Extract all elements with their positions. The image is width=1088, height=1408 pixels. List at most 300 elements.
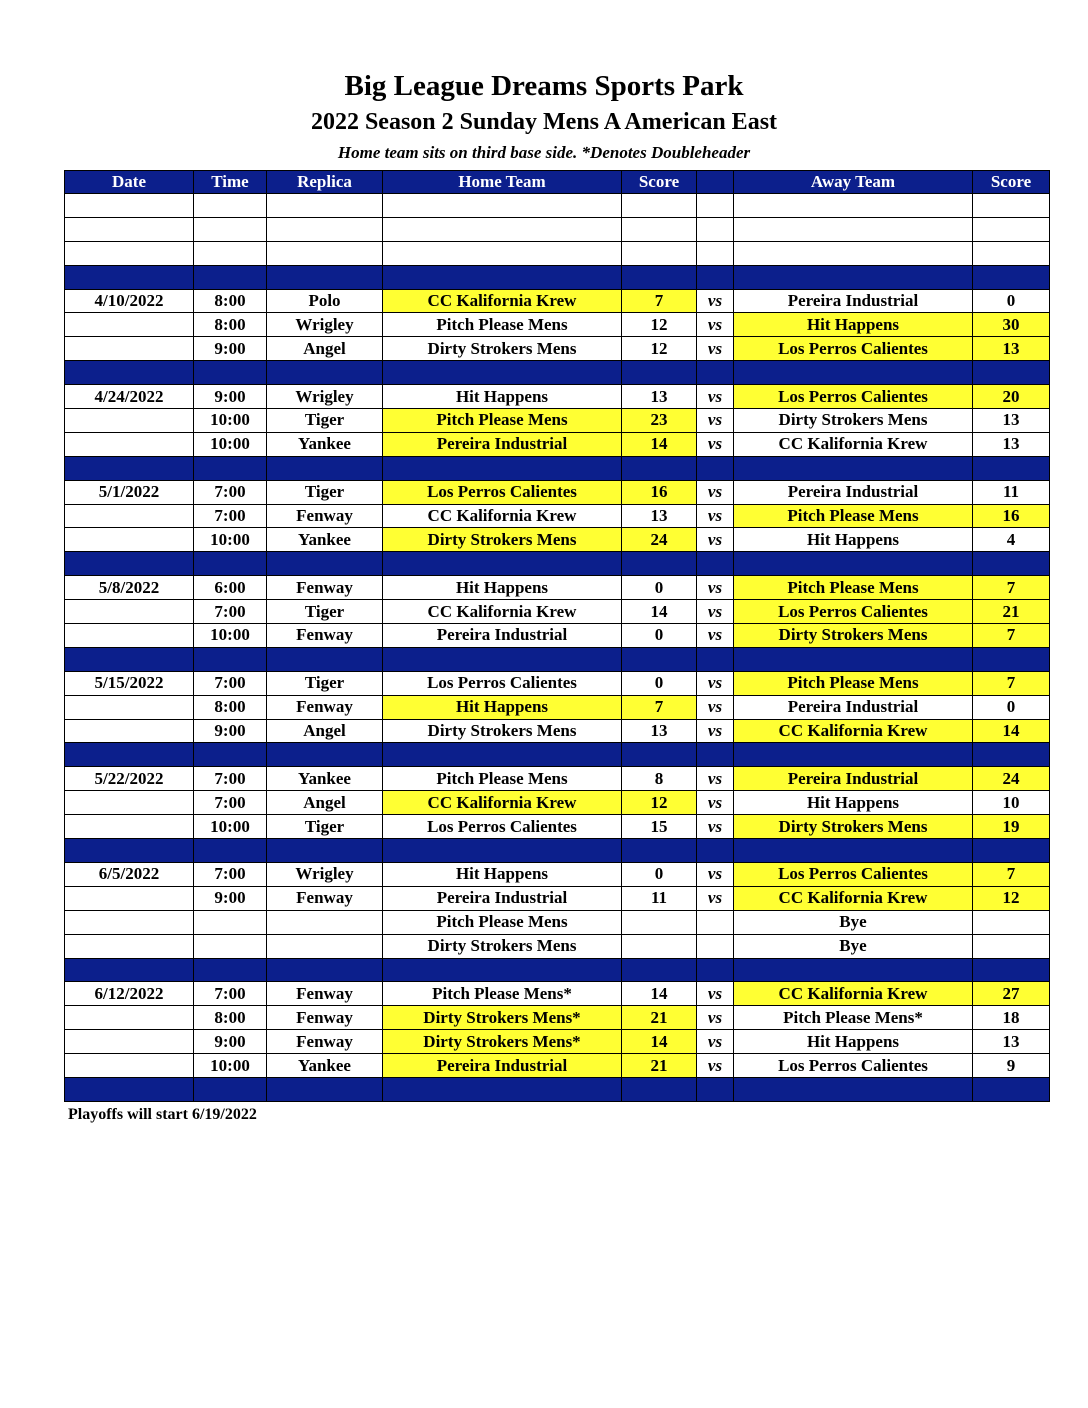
home-team-cell: Pitch Please Mens [383, 910, 622, 934]
home-score-cell [622, 743, 697, 767]
date-cell [65, 217, 194, 241]
time-cell: 10:00 [194, 624, 267, 648]
home-score-cell [622, 647, 697, 671]
vs-cell: vs [697, 576, 734, 600]
date-cell: 5/15/2022 [65, 671, 194, 695]
home-team-cell: CC Kalifornia Krew [383, 289, 622, 313]
away-score-cell: 7 [973, 576, 1050, 600]
away-score-cell [973, 910, 1050, 934]
game-row [65, 1006, 1050, 1030]
game-row [65, 671, 1050, 695]
date-cell [65, 361, 194, 385]
date-cell [65, 791, 194, 815]
blank-row [65, 217, 1050, 241]
away-score-cell [973, 194, 1050, 218]
replica-cell [267, 552, 383, 576]
schedule-body [65, 194, 1050, 1102]
home-team-cell: Pereira Industrial [383, 624, 622, 648]
home-team-cell: CC Kalifornia Krew [383, 504, 622, 528]
date-cell [65, 1030, 194, 1054]
date-cell [65, 743, 194, 767]
home-score-cell [622, 910, 697, 934]
replica-cell [267, 958, 383, 982]
date-cell: 5/22/2022 [65, 767, 194, 791]
col-home-score-header: Score [622, 171, 697, 194]
replica-cell: Tiger [267, 815, 383, 839]
replica-cell: Angel [267, 719, 383, 743]
away-team-cell [734, 241, 973, 265]
time-cell: 6:00 [194, 576, 267, 600]
time-cell: 10:00 [194, 1054, 267, 1078]
home-score-cell: 13 [622, 385, 697, 409]
game-row [65, 767, 1050, 791]
away-score-cell: 30 [973, 313, 1050, 337]
date-cell [65, 432, 194, 456]
time-cell: 7:00 [194, 862, 267, 886]
replica-cell [267, 194, 383, 218]
date-cell [65, 719, 194, 743]
time-cell: 8:00 [194, 289, 267, 313]
replica-cell: Fenway [267, 695, 383, 719]
date-cell [65, 409, 194, 433]
vs-cell [697, 839, 734, 863]
replica-cell: Yankee [267, 1054, 383, 1078]
vs-cell: vs [697, 982, 734, 1006]
away-score-cell [973, 241, 1050, 265]
replica-cell: Fenway [267, 1006, 383, 1030]
home-team-cell [383, 1077, 622, 1101]
away-team-cell: Los Perros Calientes [734, 1054, 973, 1078]
time-cell: 7:00 [194, 767, 267, 791]
date-cell [65, 839, 194, 863]
vs-cell: vs [697, 671, 734, 695]
home-score-cell: 12 [622, 337, 697, 361]
time-cell: 7:00 [194, 480, 267, 504]
separator-row [65, 456, 1050, 480]
time-cell: 9:00 [194, 719, 267, 743]
replica-cell [267, 910, 383, 934]
home-team-cell: Los Perros Calientes [383, 671, 622, 695]
date-cell [65, 194, 194, 218]
time-cell: 9:00 [194, 886, 267, 910]
home-score-cell: 13 [622, 719, 697, 743]
away-team-cell: Pitch Please Mens [734, 504, 973, 528]
home-team-cell: Pitch Please Mens [383, 313, 622, 337]
home-team-cell: Pereira Industrial [383, 886, 622, 910]
home-score-cell: 14 [622, 600, 697, 624]
game-row [65, 528, 1050, 552]
away-score-cell: 11 [973, 480, 1050, 504]
home-score-cell [622, 194, 697, 218]
away-score-cell: 13 [973, 432, 1050, 456]
away-team-cell: Dirty Strokers Mens [734, 624, 973, 648]
home-team-cell: Hit Happens [383, 385, 622, 409]
home-team-cell: Pereira Industrial [383, 1054, 622, 1078]
time-cell: 9:00 [194, 337, 267, 361]
replica-cell: Fenway [267, 886, 383, 910]
time-cell: 10:00 [194, 409, 267, 433]
home-score-cell [622, 241, 697, 265]
game-row [65, 504, 1050, 528]
vs-cell [697, 910, 734, 934]
home-score-cell: 21 [622, 1054, 697, 1078]
time-cell: 9:00 [194, 385, 267, 409]
away-team-cell [734, 456, 973, 480]
home-team-cell: Dirty Strokers Mens [383, 528, 622, 552]
away-score-cell [973, 1077, 1050, 1101]
time-cell [194, 241, 267, 265]
time-cell [194, 743, 267, 767]
away-score-cell [973, 361, 1050, 385]
away-score-cell: 13 [973, 1030, 1050, 1054]
home-score-cell [622, 934, 697, 958]
home-score-cell [622, 958, 697, 982]
away-score-cell: 16 [973, 504, 1050, 528]
time-cell: 8:00 [194, 313, 267, 337]
home-team-cell: Hit Happens [383, 695, 622, 719]
separator-row [65, 1077, 1050, 1101]
date-cell: 4/10/2022 [65, 289, 194, 313]
vs-cell [697, 217, 734, 241]
vs-cell: vs [697, 313, 734, 337]
home-score-cell: 0 [622, 576, 697, 600]
game-row [65, 432, 1050, 456]
time-cell [194, 361, 267, 385]
away-team-cell [734, 361, 973, 385]
replica-cell: Tiger [267, 409, 383, 433]
time-cell [194, 934, 267, 958]
away-score-cell [973, 958, 1050, 982]
date-cell [65, 1077, 194, 1101]
home-team-cell: Los Perros Calientes [383, 480, 622, 504]
away-score-cell: 27 [973, 982, 1050, 1006]
time-cell [194, 1077, 267, 1101]
replica-cell: Wrigley [267, 385, 383, 409]
date-cell [65, 241, 194, 265]
away-score-cell: 13 [973, 337, 1050, 361]
home-score-cell [622, 552, 697, 576]
vs-cell: vs [697, 337, 734, 361]
separator-row [65, 647, 1050, 671]
blank-row [65, 194, 1050, 218]
time-cell [194, 910, 267, 934]
vs-cell: vs [697, 624, 734, 648]
date-cell [65, 528, 194, 552]
replica-cell: Yankee [267, 432, 383, 456]
replica-cell [267, 241, 383, 265]
vs-cell [697, 456, 734, 480]
home-team-cell: Pereira Industrial [383, 432, 622, 456]
away-team-cell: Pereira Industrial [734, 289, 973, 313]
away-team-cell: Los Perros Calientes [734, 862, 973, 886]
vs-cell [697, 552, 734, 576]
home-team-cell: Dirty Strokers Mens* [383, 1030, 622, 1054]
replica-cell: Angel [267, 791, 383, 815]
blank-row [65, 241, 1050, 265]
vs-cell: vs [697, 480, 734, 504]
replica-cell: Tiger [267, 671, 383, 695]
time-cell: 10:00 [194, 432, 267, 456]
game-row [65, 624, 1050, 648]
game-row [65, 982, 1050, 1006]
home-score-cell: 21 [622, 1006, 697, 1030]
away-score-cell: 7 [973, 671, 1050, 695]
home-team-cell [383, 552, 622, 576]
date-cell: 6/12/2022 [65, 982, 194, 1006]
vs-cell: vs [697, 1030, 734, 1054]
separator-row [65, 361, 1050, 385]
away-score-cell: 4 [973, 528, 1050, 552]
date-cell [65, 815, 194, 839]
away-team-cell: CC Kalifornia Krew [734, 432, 973, 456]
date-cell [65, 958, 194, 982]
replica-cell [267, 647, 383, 671]
away-team-cell: Los Perros Calientes [734, 385, 973, 409]
vs-cell: vs [697, 815, 734, 839]
time-cell: 7:00 [194, 791, 267, 815]
away-score-cell: 9 [973, 1054, 1050, 1078]
home-score-cell [622, 361, 697, 385]
replica-cell [267, 1077, 383, 1101]
schedule-note: Home team sits on third base side. *Denotes Doubleheader [337, 143, 751, 162]
col-away-team-header: Away Team [734, 171, 973, 194]
replica-cell: Fenway [267, 576, 383, 600]
vs-cell [697, 241, 734, 265]
away-score-cell [973, 456, 1050, 480]
home-team-cell: CC Kalifornia Krew [383, 791, 622, 815]
home-score-cell: 0 [622, 624, 697, 648]
game-row [65, 815, 1050, 839]
game-row [65, 910, 1050, 934]
away-team-cell: Pitch Please Mens* [734, 1006, 973, 1030]
replica-cell: Tiger [267, 600, 383, 624]
date-cell [65, 695, 194, 719]
date-cell [65, 934, 194, 958]
home-score-cell: 11 [622, 886, 697, 910]
away-team-cell: Hit Happens [734, 1030, 973, 1054]
home-score-cell: 14 [622, 1030, 697, 1054]
vs-cell [697, 743, 734, 767]
home-score-cell [622, 839, 697, 863]
home-score-cell: 14 [622, 432, 697, 456]
time-cell [194, 456, 267, 480]
away-team-cell [734, 265, 973, 289]
date-cell [65, 456, 194, 480]
away-team-cell: Pereira Industrial [734, 767, 973, 791]
game-row [65, 791, 1050, 815]
replica-cell: Tiger [267, 480, 383, 504]
date-cell [65, 910, 194, 934]
date-cell [65, 313, 194, 337]
vs-cell: vs [697, 886, 734, 910]
time-cell: 8:00 [194, 695, 267, 719]
col-replica-header: Replica [267, 171, 383, 194]
game-row [65, 337, 1050, 361]
away-score-cell [973, 839, 1050, 863]
page-title: Big League Dreams Sports Park [344, 70, 744, 102]
home-team-cell: Dirty Strokers Mens* [383, 1006, 622, 1030]
away-team-cell [734, 552, 973, 576]
col-time-header: Time [194, 171, 267, 194]
separator-row [65, 958, 1050, 982]
separator-row [65, 265, 1050, 289]
home-team-cell: Pitch Please Mens [383, 409, 622, 433]
col-home-team-header: Home Team [383, 171, 622, 194]
home-score-cell: 23 [622, 409, 697, 433]
home-score-cell: 24 [622, 528, 697, 552]
game-row [65, 385, 1050, 409]
date-cell: 4/24/2022 [65, 385, 194, 409]
home-score-cell: 16 [622, 480, 697, 504]
away-team-cell: Bye [734, 934, 973, 958]
page-subtitle: 2022 Season 2 Sunday Mens A American East [310, 109, 778, 135]
away-team-cell [734, 958, 973, 982]
replica-cell [267, 456, 383, 480]
game-row [65, 886, 1050, 910]
date-cell [65, 886, 194, 910]
home-team-cell [383, 456, 622, 480]
date-cell: 5/8/2022 [65, 576, 194, 600]
vs-cell: vs [697, 289, 734, 313]
date-cell [65, 600, 194, 624]
away-team-cell: Hit Happens [734, 791, 973, 815]
schedule-table [64, 170, 1050, 1102]
home-score-cell: 0 [622, 671, 697, 695]
home-team-cell [383, 958, 622, 982]
time-cell [194, 552, 267, 576]
home-team-cell: Pitch Please Mens [383, 767, 622, 791]
home-team-cell: Dirty Strokers Mens [383, 337, 622, 361]
home-team-cell: Dirty Strokers Mens [383, 719, 622, 743]
replica-cell: Yankee [267, 767, 383, 791]
home-team-cell: Hit Happens [383, 576, 622, 600]
away-score-cell: 21 [973, 600, 1050, 624]
vs-cell: vs [697, 862, 734, 886]
time-cell: 9:00 [194, 1030, 267, 1054]
away-score-cell [973, 265, 1050, 289]
away-team-cell: CC Kalifornia Krew [734, 982, 973, 1006]
col-away-score-header: Score [973, 171, 1050, 194]
away-team-cell [734, 1077, 973, 1101]
col-date-header: Date [65, 171, 194, 194]
vs-cell: vs [697, 791, 734, 815]
home-team-cell [383, 265, 622, 289]
replica-cell: Wrigley [267, 862, 383, 886]
vs-cell: vs [697, 409, 734, 433]
date-cell: 6/5/2022 [65, 862, 194, 886]
away-team-cell [734, 647, 973, 671]
replica-cell [267, 839, 383, 863]
time-cell [194, 839, 267, 863]
separator-row [65, 839, 1050, 863]
replica-cell [267, 361, 383, 385]
vs-cell: vs [697, 385, 734, 409]
game-row [65, 695, 1050, 719]
game-row [65, 862, 1050, 886]
away-team-cell [734, 194, 973, 218]
away-score-cell [973, 552, 1050, 576]
away-team-cell: Pereira Industrial [734, 695, 973, 719]
replica-cell: Fenway [267, 504, 383, 528]
time-cell: 7:00 [194, 504, 267, 528]
home-team-cell [383, 361, 622, 385]
home-score-cell: 13 [622, 504, 697, 528]
away-team-cell: Hit Happens [734, 313, 973, 337]
separator-row [65, 552, 1050, 576]
time-cell: 10:00 [194, 528, 267, 552]
vs-cell: vs [697, 1006, 734, 1030]
away-team-cell: Los Perros Calientes [734, 600, 973, 624]
home-team-cell [383, 743, 622, 767]
away-score-cell [973, 743, 1050, 767]
away-team-cell: Hit Happens [734, 528, 973, 552]
replica-cell [267, 217, 383, 241]
vs-cell: vs [697, 719, 734, 743]
home-score-cell: 12 [622, 791, 697, 815]
vs-cell: vs [697, 432, 734, 456]
away-score-cell: 18 [973, 1006, 1050, 1030]
away-team-cell: Pitch Please Mens [734, 671, 973, 695]
home-team-cell [383, 647, 622, 671]
home-team-cell: Hit Happens [383, 862, 622, 886]
home-score-cell [622, 456, 697, 480]
replica-cell: Polo [267, 289, 383, 313]
game-row [65, 409, 1050, 433]
playoffs-note: Playoffs will start 6/19/2022 [68, 1106, 257, 1123]
vs-cell [697, 934, 734, 958]
game-row [65, 1030, 1050, 1054]
date-cell: 5/1/2022 [65, 480, 194, 504]
away-score-cell: 19 [973, 815, 1050, 839]
home-score-cell [622, 1077, 697, 1101]
vs-cell: vs [697, 1054, 734, 1078]
time-cell [194, 647, 267, 671]
game-row [65, 719, 1050, 743]
game-row [65, 313, 1050, 337]
away-score-cell: 7 [973, 862, 1050, 886]
game-row [65, 600, 1050, 624]
replica-cell: Wrigley [267, 313, 383, 337]
away-score-cell: 13 [973, 409, 1050, 433]
home-score-cell: 8 [622, 767, 697, 791]
away-team-cell: CC Kalifornia Krew [734, 719, 973, 743]
home-team-cell: Pitch Please Mens* [383, 982, 622, 1006]
home-team-cell [383, 839, 622, 863]
replica-cell: Fenway [267, 1030, 383, 1054]
game-row [65, 480, 1050, 504]
vs-cell: vs [697, 695, 734, 719]
header-row [65, 171, 1050, 194]
home-team-cell [383, 217, 622, 241]
vs-cell: vs [697, 504, 734, 528]
vs-cell [697, 361, 734, 385]
away-score-cell: 14 [973, 719, 1050, 743]
away-team-cell: Pereira Industrial [734, 480, 973, 504]
date-cell [65, 265, 194, 289]
time-cell [194, 265, 267, 289]
away-score-cell: 12 [973, 886, 1050, 910]
away-score-cell: 24 [973, 767, 1050, 791]
date-cell [65, 337, 194, 361]
replica-cell [267, 934, 383, 958]
home-score-cell: 12 [622, 313, 697, 337]
away-team-cell [734, 217, 973, 241]
time-cell: 10:00 [194, 815, 267, 839]
away-score-cell: 10 [973, 791, 1050, 815]
time-cell: 8:00 [194, 1006, 267, 1030]
vs-cell [697, 194, 734, 218]
time-cell [194, 194, 267, 218]
